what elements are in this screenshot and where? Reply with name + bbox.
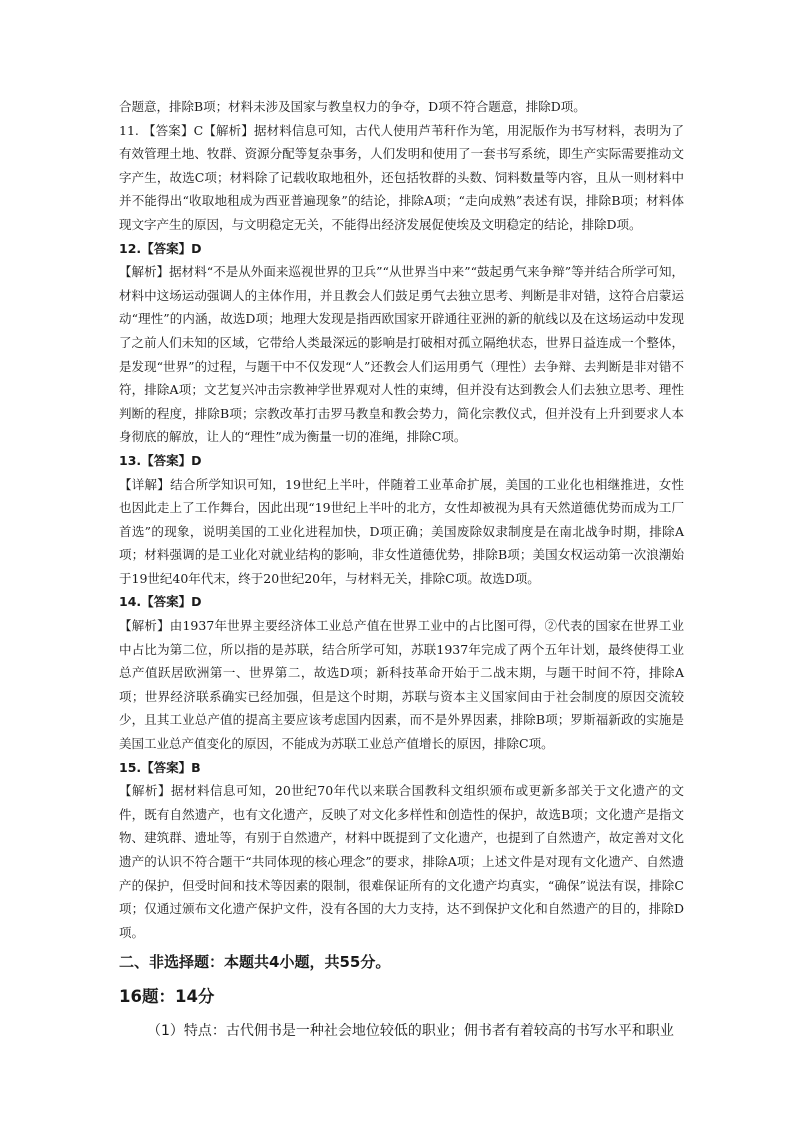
paragraph-q11: 11. 【答案】C【解析】据材料信息可知，古代人使用芦苇秆作为笔，用泥版作为书写材料，表明为了有效管理土地、牧群、资源分配等复杂事务，人们发明和使用了一套书写系统，即生产实际需要推动文字产生，故选C项；材料除了记载收取地租外，还包括牧群的头数、饲料数量等内容，且从一则材料中并不能得出“收取地租成为西亚普遍现象”的结论，排除A项；“走向成熟”表述有误，排除B项；材料体现文字产生的原因，与文明稳定无关，不能得出经济发展促使埃及文明稳定的结论，排除D项。 [119, 122, 684, 232]
paragraph-q10-end: 合题意，排除B项；材料未涉及国家与教皇权力的争夺，D项不符合题意，排除D项。 [119, 99, 586, 114]
question-16-title: 16题：14分 [119, 987, 215, 1007]
paragraph-q15-analysis: 【解析】据材料信息可知，20世纪70年代以来联合国教科文组织颁布或更新多部关于文化遗产的文件，既有自然遗产，也有文化遗产，反映了对文化多样性和创造性的保护，故选B项；文化遗产是指文物、建筑群、遗址等，有别于自然遗产，材料中既提到了文化遗产，也提到了自然遗产，故定善对文化遗产的认识不符合题干“共同体现的核心理念”的要求，排除A项；上述文件是对现有文化遗产、自然遗产的保护，但受时间和技术等因素的限制，很难保证所有的文化遗产均真实，“确保”说法有误，排除C项；仅通过颁布文化遗产保护文件，没有各国的大力支持，达不到保护文化和自然遗产的目的，排除D项。 [119, 783, 684, 940]
answer-line-q16: （1）特点：古代佣书是一种社会地位较低的职业；佣书者有着较高的书写水平和职业 [147, 1023, 674, 1040]
paragraph-q14-analysis: 【解析】由1937年世界主要经济体工业总产值在世界工业中的占比图可得，②代表的国家在世界工业中占比为第二位，所以指的是苏联，结合所学可知，苏联1937年完成了两个五年计划，最终使得工业总产值跃居欧洲第一、世界第二，故选D项；新科技革命开始于二战末期，与题干时间不符，排除A项；世界经济联系确实已经加强，但是这个时期，苏联与资本主义国家间由于社会制度的原因交流较少，且其工业总产值的提高主要应该考虑国内因素，而不是外界因素，排除B项；罗斯福新政的实施是美国工业总产值变化的原因，不能成为苏联工业总产值增长的原因，排除C项。 [119, 618, 684, 752]
paragraph-q12-analysis: 【解析】据材料“不是从外面来巡视世界的卫兵”“从世界当中来”“鼓起勇气来争辩”等并结合所学可知，材料中这场运动强调人的主体作用，并且教会人们鼓足勇气去独立思考、判断是非对错，这符合启蒙运动“理性”的内涵，故选D项；地理大发现是指西欧国家开辟通往亚洲的新的航线以及在这场运动中发现了之前人们未知的区域，它带给人类最深远的影响是打破相对孤立隔绝状态，世界日益连成一个整体，是发现“世界”的过程，与题干中不仅发现“人”还教会人们运用勇气（理性）去争辩、去判断是非对错不符，排除A项；文艺复兴冲击宗教神学世界观对人性的束缚，但并没有达到教会人们去独立思考、理性判断的程度，排除B项；宗教改革打击罗马教皇和教会势力，简化宗教仪式，但并没有上升到要求人本身彻底的解放，让人的“理性”成为衡量一切的准绳，排除C项。 [119, 264, 684, 445]
answer-heading-q14: 14.【答案】D [119, 594, 202, 610]
answer-heading-q12: 12.【答案】D [119, 240, 202, 256]
paragraph-q13-analysis: 【详解】结合所学知识可知，19世纪上半叶，伴随着工业革命扩展，美国的工业化也相继推进，女性也因此走上了工作舞台，因此出现“19世纪上半叶的北方，女性却被视为具有天然道德优势而成为工厂首选”的现象，说明美国的工业化进程加快，D项正确；美国废除奴隶制度是在南北战争时期，排除A项；材料强调的是工业化对就业结构的影响，非女性道德优势，排除B项；美国女权运动第一次浪潮始于19世纪40年代末，终于20世纪20年，与材料无关，排除C项。故选D项。 [119, 476, 684, 586]
answer-heading-q13: 13.【答案】D [119, 452, 202, 468]
answer-heading-q15: 15.【答案】B [119, 759, 201, 775]
section-title: 二、非选择题：本题共4小题，共55分。 [119, 953, 391, 972]
